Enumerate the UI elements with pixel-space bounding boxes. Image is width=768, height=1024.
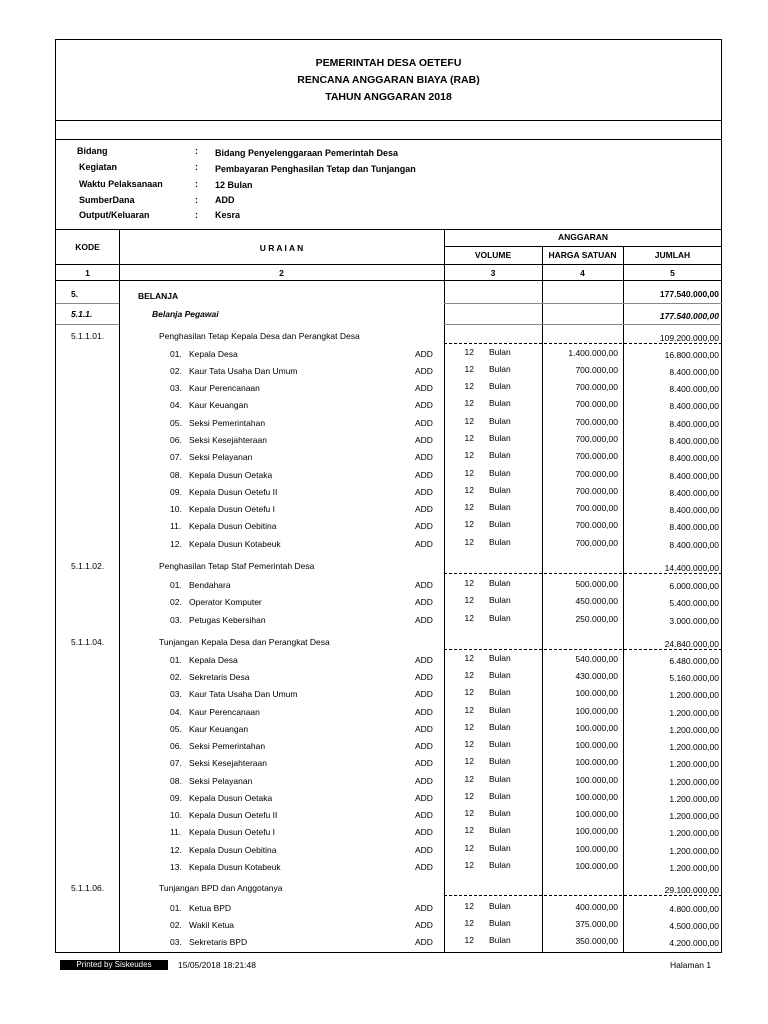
- row-sumber-dana: ADD: [415, 504, 433, 514]
- row-volume: 12: [464, 613, 474, 623]
- row-jumlah: 8.400.000,00: [669, 384, 719, 394]
- row-satuan: Bulan: [489, 722, 511, 732]
- row-volume: 12: [464, 485, 474, 495]
- row-volume: 12: [464, 450, 474, 460]
- row-volume: 12: [464, 519, 474, 529]
- row-item-number: 02.: [170, 366, 182, 376]
- row-uraian: Belanja Pegawai: [152, 309, 219, 319]
- row-satuan: Bulan: [489, 670, 511, 680]
- row-harga-satuan: 540.000,00: [575, 654, 618, 664]
- row-jumlah: 4.500.000,00: [669, 921, 719, 931]
- info-colon: :: [195, 162, 198, 172]
- row-satuan: Bulan: [489, 347, 511, 357]
- header-number-3: 3: [490, 268, 496, 278]
- row-uraian: Kaur Perencanaan: [189, 383, 260, 393]
- row-item-number: 07.: [170, 452, 182, 462]
- row-sumber-dana: ADD: [415, 470, 433, 480]
- row-satuan: Bulan: [489, 653, 511, 663]
- row-item-number: 05.: [170, 418, 182, 428]
- row-uraian: Wakil Ketua: [189, 920, 235, 930]
- row-volume: 12: [464, 791, 474, 801]
- row-satuan: Bulan: [489, 364, 511, 374]
- row-uraian: Operator Komputer: [189, 597, 262, 607]
- row-sumber-dana: ADD: [415, 845, 433, 855]
- row-uraian: Seksi Kesejahteraan: [189, 435, 267, 445]
- row-uraian: Sekretaris BPD: [189, 937, 248, 947]
- row-sumber-dana: ADD: [415, 597, 433, 607]
- row-uraian: Kaur Keuangan: [189, 724, 249, 734]
- row-volume: 12: [464, 705, 474, 715]
- row-item-number: 03.: [170, 937, 182, 947]
- row-jumlah: 1.200.000,00: [669, 794, 719, 804]
- row-satuan: Bulan: [489, 843, 511, 853]
- row-harga-satuan: 375.000,00: [575, 919, 618, 929]
- row-harga-satuan: 100.000,00: [575, 688, 618, 698]
- info-colon: :: [195, 179, 198, 189]
- row-item-number: 03.: [170, 383, 182, 393]
- row-satuan: Bulan: [489, 825, 511, 835]
- row-sumber-dana: ADD: [415, 452, 433, 462]
- row-sumber-dana: ADD: [415, 776, 433, 786]
- row-item-number: 01.: [170, 349, 182, 359]
- row-jumlah: 177.540.000,00: [659, 289, 719, 299]
- row-jumlah: 29.100.000,00: [664, 885, 719, 895]
- row-sumber-dana: ADD: [415, 580, 433, 590]
- row-harga-satuan: 700.000,00: [575, 365, 618, 375]
- row-volume: 12: [464, 918, 474, 928]
- row-jumlah: 3.000.000,00: [669, 616, 719, 626]
- group-dashed-divider: [444, 649, 722, 650]
- row-satuan: Bulan: [489, 595, 511, 605]
- info-label-kegiatan: Kegiatan: [79, 162, 118, 172]
- row-jumlah: 1.200.000,00: [669, 725, 719, 735]
- row-volume: 12: [464, 653, 474, 663]
- row-harga-satuan: 100.000,00: [575, 775, 618, 785]
- printed-by-badge: Printed by Siskeudes: [60, 960, 168, 970]
- row-sumber-dana: ADD: [415, 810, 433, 820]
- header-anggaran: ANGGARAN: [557, 232, 609, 242]
- row-satuan: Bulan: [489, 774, 511, 784]
- row-harga-satuan: 700.000,00: [575, 434, 618, 444]
- row-volume: 12: [464, 595, 474, 605]
- row-volume: 12: [464, 739, 474, 749]
- row-harga-satuan: 100.000,00: [575, 706, 618, 716]
- row-uraian: Kaur Perencanaan: [189, 707, 260, 717]
- group-dashed-divider: [444, 573, 722, 574]
- row-volume: 12: [464, 537, 474, 547]
- row-sumber-dana: ADD: [415, 383, 433, 393]
- row-satuan: Bulan: [489, 705, 511, 715]
- row-sumber-dana: ADD: [415, 487, 433, 497]
- row-sumber-dana: ADD: [415, 724, 433, 734]
- row-harga-satuan: 100.000,00: [575, 809, 618, 819]
- row-jumlah: 16.800.000,00: [664, 350, 719, 360]
- row-uraian: Kaur Keuangan: [189, 400, 249, 410]
- row-jumlah: 8.400.000,00: [669, 436, 719, 446]
- group-dashed-divider: [444, 343, 722, 344]
- row-jumlah: 8.400.000,00: [669, 488, 719, 498]
- row-harga-satuan: 700.000,00: [575, 382, 618, 392]
- row-sumber-dana: ADD: [415, 615, 433, 625]
- divider: [56, 120, 721, 121]
- info-value-bidang: Bidang Penyelenggaraan Pemerintah Desa: [215, 148, 399, 158]
- info-colon: :: [195, 210, 198, 220]
- row-satuan: Bulan: [489, 791, 511, 801]
- row-item-number: 04.: [170, 707, 182, 717]
- row-satuan: Bulan: [489, 416, 511, 426]
- row-volume: 12: [464, 722, 474, 732]
- row-separator: [444, 324, 722, 325]
- row-item-number: 09.: [170, 487, 182, 497]
- row-sumber-dana: ADD: [415, 672, 433, 682]
- header-volume: VOLUME: [474, 250, 512, 260]
- row-separator: [444, 303, 722, 304]
- row-item-number: 09.: [170, 793, 182, 803]
- row-jumlah: 4.800.000,00: [669, 904, 719, 914]
- row-sumber-dana: ADD: [415, 920, 433, 930]
- row-sumber-dana: ADD: [415, 418, 433, 428]
- row-jumlah: 8.400.000,00: [669, 522, 719, 532]
- row-jumlah: 1.200.000,00: [669, 708, 719, 718]
- row-jumlah: 1.200.000,00: [669, 759, 719, 769]
- report-title-line3: TAHUN ANGGARAN 2018: [325, 91, 452, 103]
- row-sumber-dana: ADD: [415, 539, 433, 549]
- row-volume: 12: [464, 687, 474, 697]
- row-satuan: Bulan: [489, 398, 511, 408]
- row-satuan: Bulan: [489, 578, 511, 588]
- row-uraian: Sekretaris Desa: [189, 672, 250, 682]
- row-item-number: 06.: [170, 435, 182, 445]
- row-sumber-dana: ADD: [415, 521, 433, 531]
- row-satuan: Bulan: [489, 860, 511, 870]
- info-colon: :: [195, 146, 198, 156]
- row-volume: 12: [464, 381, 474, 391]
- row-item-number: 05.: [170, 724, 182, 734]
- row-uraian: Kaur Tata Usaha Dan Umum: [189, 689, 298, 699]
- anggaran-divider: [444, 246, 721, 247]
- row-harga-satuan: 350.000,00: [575, 936, 618, 946]
- header-number-5: 5: [670, 268, 675, 278]
- row-jumlah: 8.400.000,00: [669, 367, 719, 377]
- row-jumlah: 1.200.000,00: [669, 777, 719, 787]
- row-uraian: Kepala Dusun Kotabeuk: [189, 862, 281, 872]
- header-divider: [56, 264, 721, 265]
- row-sumber-dana: ADD: [415, 937, 433, 947]
- row-volume: 12: [464, 756, 474, 766]
- row-harga-satuan: 700.000,00: [575, 520, 618, 530]
- row-uraian: Kepala Dusun Oetaka: [189, 793, 273, 803]
- row-volume: 12: [464, 578, 474, 588]
- report-title-line1: PEMERINTAH DESA OETEFU: [315, 57, 462, 69]
- document-frame: [55, 39, 722, 953]
- row-jumlah: 24.840.000,00: [664, 639, 719, 649]
- row-harga-satuan: 500.000,00: [575, 579, 618, 589]
- row-jumlah: 1.200.000,00: [669, 846, 719, 856]
- row-volume: 12: [464, 468, 474, 478]
- group-dashed-divider: [444, 895, 722, 896]
- row-jumlah: 8.400.000,00: [669, 471, 719, 481]
- header-number-4: 4: [580, 268, 585, 278]
- row-jumlah: 177.540.000,00: [659, 311, 719, 321]
- row-harga-satuan: 700.000,00: [575, 486, 618, 496]
- row-jumlah: 8.400.000,00: [669, 505, 719, 515]
- row-harga-satuan: 100.000,00: [575, 861, 618, 871]
- row-sumber-dana: ADD: [415, 903, 433, 913]
- row-jumlah: 8.400.000,00: [669, 540, 719, 550]
- row-item-number: 04.: [170, 400, 182, 410]
- row-item-number: 03.: [170, 689, 182, 699]
- row-sumber-dana: ADD: [415, 862, 433, 872]
- header-harga-satuan: HARGA SATUAN: [548, 250, 617, 260]
- row-harga-satuan: 700.000,00: [575, 469, 618, 479]
- info-label-output: Output/Keluaran: [79, 210, 150, 220]
- info-value-output: Kesra: [215, 210, 241, 220]
- row-uraian: Kepala Dusun Oebitina: [189, 845, 277, 855]
- row-item-number: 10.: [170, 504, 182, 514]
- header-uraian: U R A I A N: [259, 243, 304, 253]
- row-item-number: 01.: [170, 655, 182, 665]
- row-satuan: Bulan: [489, 519, 511, 529]
- row-volume: 12: [464, 808, 474, 818]
- row-sumber-dana: ADD: [415, 435, 433, 445]
- row-volume: 12: [464, 502, 474, 512]
- row-uraian: Ketua BPD: [189, 903, 232, 913]
- row-uraian: Seksi Pemerintahan: [189, 741, 266, 751]
- row-harga-satuan: 100.000,00: [575, 757, 618, 767]
- row-uraian: Kepala Dusun Oetefu II: [189, 810, 278, 820]
- row-satuan: Bulan: [489, 485, 511, 495]
- row-satuan: Bulan: [489, 935, 511, 945]
- row-jumlah: 14.400.000,00: [664, 563, 719, 573]
- row-harga-satuan: 400.000,00: [575, 902, 618, 912]
- row-uraian: Tunjangan BPD dan Anggotanya: [159, 883, 283, 893]
- row-volume: 12: [464, 364, 474, 374]
- row-harga-satuan: 700.000,00: [575, 417, 618, 427]
- row-volume: 12: [464, 860, 474, 870]
- row-volume: 12: [464, 398, 474, 408]
- row-harga-satuan: 250.000,00: [575, 614, 618, 624]
- row-item-number: 07.: [170, 758, 182, 768]
- row-volume: 12: [464, 935, 474, 945]
- row-harga-satuan: 100.000,00: [575, 844, 618, 854]
- row-volume: 12: [464, 433, 474, 443]
- row-kode: 5.1.1.06.: [71, 883, 105, 893]
- info-label-waktu: Waktu Pelaksanaan: [79, 179, 163, 189]
- row-satuan: Bulan: [489, 381, 511, 391]
- row-harga-satuan: 1.400.000,00: [568, 348, 618, 358]
- row-harga-satuan: 100.000,00: [575, 723, 618, 733]
- row-item-number: 08.: [170, 470, 182, 480]
- row-volume: 12: [464, 843, 474, 853]
- header-jumlah: JUMLAH: [654, 250, 691, 260]
- row-uraian: BELANJA: [138, 291, 179, 301]
- row-jumlah: 109.200.000,00: [659, 333, 719, 343]
- row-jumlah: 1.200.000,00: [669, 742, 719, 752]
- row-uraian: Kepala Dusun Oetefu I: [189, 504, 276, 514]
- row-item-number: 10.: [170, 810, 182, 820]
- row-volume: 12: [464, 347, 474, 357]
- row-kode: 5.1.1.01.: [71, 331, 105, 341]
- row-item-number: 03.: [170, 615, 182, 625]
- header-kode: KODE: [75, 242, 100, 252]
- row-jumlah: 5.400.000,00: [669, 598, 719, 608]
- row-satuan: Bulan: [489, 450, 511, 460]
- info-label-bidang: Bidang: [77, 146, 108, 156]
- row-kode: 5.1.1.02.: [71, 561, 105, 571]
- row-kode: 5.1.1.: [71, 309, 93, 319]
- row-jumlah: 1.200.000,00: [669, 690, 719, 700]
- row-separator: [56, 303, 119, 304]
- row-sumber-dana: ADD: [415, 655, 433, 665]
- column-divider: [119, 229, 120, 953]
- row-uraian: Kepala Dusun Oebitina: [189, 521, 277, 531]
- row-volume: 12: [464, 825, 474, 835]
- row-uraian: Kepala Dusun Oetefu I: [189, 827, 276, 837]
- row-kode: 5.1.1.04.: [71, 637, 105, 647]
- header-number-2: 2: [279, 268, 284, 278]
- row-sumber-dana: ADD: [415, 707, 433, 717]
- row-jumlah: 1.200.000,00: [669, 828, 719, 838]
- row-harga-satuan: 100.000,00: [575, 792, 618, 802]
- column-divider: [623, 246, 624, 953]
- row-satuan: Bulan: [489, 808, 511, 818]
- row-harga-satuan: 700.000,00: [575, 538, 618, 548]
- row-kode: 5.: [71, 289, 79, 299]
- row-harga-satuan: 700.000,00: [575, 399, 618, 409]
- row-satuan: Bulan: [489, 918, 511, 928]
- row-uraian: Kepala Dusun Kotabeuk: [189, 539, 281, 549]
- row-item-number: 12.: [170, 539, 182, 549]
- row-uraian: Penghasilan Tetap Staf Pemerintah Desa: [159, 561, 315, 571]
- row-uraian: Kepala Desa: [189, 349, 238, 359]
- row-jumlah: 8.400.000,00: [669, 453, 719, 463]
- row-volume: 12: [464, 416, 474, 426]
- row-sumber-dana: ADD: [415, 400, 433, 410]
- info-value-waktu: 12 Bulan: [215, 180, 253, 190]
- column-divider: [542, 246, 543, 953]
- row-sumber-dana: ADD: [415, 349, 433, 359]
- row-separator: [56, 324, 119, 325]
- divider: [56, 139, 721, 140]
- row-sumber-dana: ADD: [415, 793, 433, 803]
- row-uraian: Kepala Desa: [189, 655, 238, 665]
- row-jumlah: 5.160.000,00: [669, 673, 719, 683]
- row-satuan: Bulan: [489, 901, 511, 911]
- row-uraian: Petugas Kebersihan: [189, 615, 266, 625]
- row-item-number: 11.: [170, 521, 182, 531]
- row-satuan: Bulan: [489, 502, 511, 512]
- row-item-number: 08.: [170, 776, 182, 786]
- row-jumlah: 1.200.000,00: [669, 811, 719, 821]
- info-value-kegiatan: Pembayaran Penghasilan Tetap dan Tunjangan: [215, 164, 416, 174]
- row-satuan: Bulan: [489, 687, 511, 697]
- row-satuan: Bulan: [489, 613, 511, 623]
- header-number-1: 1: [85, 268, 90, 278]
- row-item-number: 01.: [170, 903, 182, 913]
- row-sumber-dana: ADD: [415, 827, 433, 837]
- row-uraian: Tunjangan Kepala Desa dan Perangkat Desa: [159, 637, 330, 647]
- row-uraian: Kepala Dusun Oetaka: [189, 470, 273, 480]
- table-top-border: [56, 229, 721, 230]
- row-satuan: Bulan: [489, 468, 511, 478]
- row-satuan: Bulan: [489, 756, 511, 766]
- row-harga-satuan: 100.000,00: [575, 826, 618, 836]
- row-item-number: 12.: [170, 845, 182, 855]
- column-divider: [444, 229, 445, 953]
- row-harga-satuan: 450.000,00: [575, 596, 618, 606]
- row-item-number: 02.: [170, 672, 182, 682]
- row-harga-satuan: 700.000,00: [575, 503, 618, 513]
- row-uraian: Seksi Pelayanan: [189, 452, 253, 462]
- report-title-line2: RENCANA ANGGARAN BIAYA (RAB): [297, 74, 480, 86]
- row-sumber-dana: ADD: [415, 366, 433, 376]
- row-item-number: 06.: [170, 741, 182, 751]
- row-jumlah: 6.000.000,00: [669, 581, 719, 591]
- row-satuan: Bulan: [489, 433, 511, 443]
- row-uraian: Seksi Pelayanan: [189, 776, 253, 786]
- row-jumlah: 1.200.000,00: [669, 863, 719, 873]
- row-uraian: Seksi Pemerintahan: [189, 418, 266, 428]
- row-uraian: Penghasilan Tetap Kepala Desa dan Perangkat Desa: [159, 331, 360, 341]
- row-volume: 12: [464, 774, 474, 784]
- row-jumlah: 8.400.000,00: [669, 419, 719, 429]
- row-sumber-dana: ADD: [415, 689, 433, 699]
- row-item-number: 13.: [170, 862, 182, 872]
- row-harga-satuan: 100.000,00: [575, 740, 618, 750]
- row-item-number: 11.: [170, 827, 182, 837]
- info-value-sumberdana: ADD: [215, 195, 235, 205]
- info-label-sumberdana: SumberDana: [79, 195, 135, 205]
- row-uraian: Seksi Kesejahteraan: [189, 758, 267, 768]
- row-harga-satuan: 700.000,00: [575, 451, 618, 461]
- row-uraian: Bendahara: [189, 580, 231, 590]
- print-datetime: 15/05/2018 18:21:48: [178, 960, 256, 970]
- row-item-number: 02.: [170, 597, 182, 607]
- row-volume: 12: [464, 901, 474, 911]
- info-colon: :: [195, 195, 198, 205]
- number-row-divider: [56, 280, 721, 281]
- row-uraian: Kepala Dusun Oetefu II: [189, 487, 278, 497]
- page-number: Halaman 1: [670, 960, 712, 970]
- row-harga-satuan: 430.000,00: [575, 671, 618, 681]
- row-uraian: Kaur Tata Usaha Dan Umum: [189, 366, 298, 376]
- row-satuan: Bulan: [489, 739, 511, 749]
- row-jumlah: 6.480.000,00: [669, 656, 719, 666]
- row-sumber-dana: ADD: [415, 741, 433, 751]
- row-jumlah: 8.400.000,00: [669, 401, 719, 411]
- row-jumlah: 4.200.000,00: [669, 938, 719, 948]
- row-sumber-dana: ADD: [415, 758, 433, 768]
- row-item-number: 02.: [170, 920, 182, 930]
- row-satuan: Bulan: [489, 537, 511, 547]
- row-volume: 12: [464, 670, 474, 680]
- row-item-number: 01.: [170, 580, 182, 590]
